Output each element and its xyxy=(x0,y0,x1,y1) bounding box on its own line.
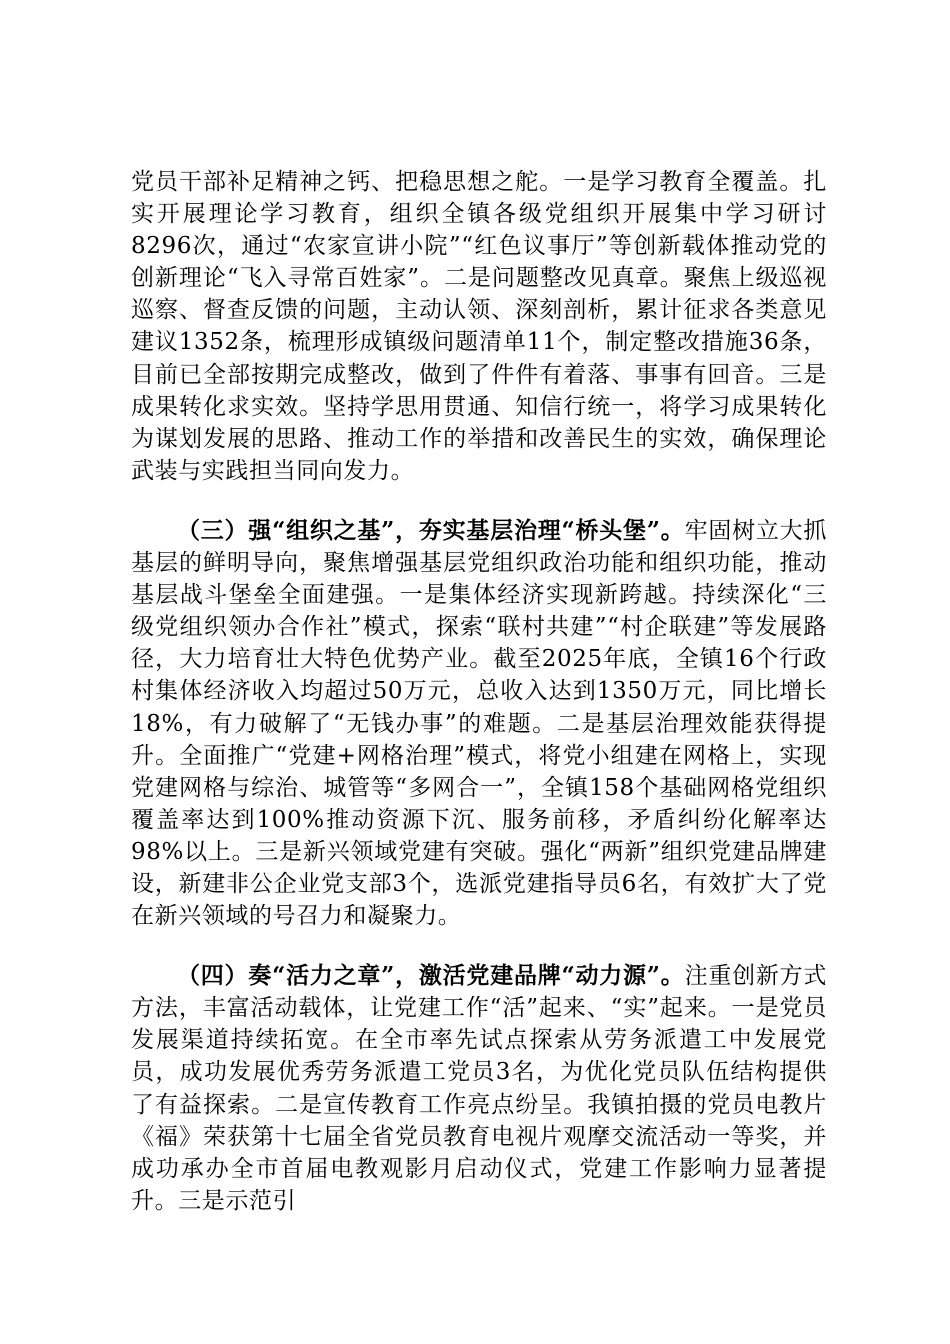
document-body xyxy=(131,166,827,1217)
paragraph-spacer xyxy=(131,932,827,960)
section-4-body: 注重创新方式方法，丰富活动载体，让党建工作“活”起来、“实”起来。一是党员发展渠道持续拓宽。在全市率先试点探索从劳务派遣工中发展党员，成功发展优秀劳务派遣工党员3名，为优化党员队伍结构提供了有益探索。二是宣传教育工作亮点纷呈。我镇拍摄的党员电教片《福》荣获第十七届全省党员教育电视片观摩交流活动一等奖，并成功承办全市首届电教观影月启动仪式，党建工作影响力显著提升。三是示范引 xyxy=(131,963,827,1214)
section-4-paragraph xyxy=(131,960,827,1217)
section-3-body: 牢固树立大抓基层的鲜明导向，聚焦增强基层党组织政治功能和组织功能，推动基层战斗堡垒全面建强。一是集体经济实现新跨越。持续深化“三级党组织领办合作社”模式，探索“联村共建”“村企联建”等发展路径，大力培育壮大特色优势产业。截至2025年底，全镇16个行政村集体经济收入均超过50万元，总收入达到1350万元，同比增长18%，有力破解了“无钱办事”的难题。二是基层治理效能获得提升。全面推广“党建+网格治理”模式，将党小组建在网格上，实现党建网格与综治、城管等“多网合一”，全镇158个基础网格党组织覆盖率达到100%推动资源下沉、服务前移，矛盾纠纷化解率达98%以上。三是新兴领域党建有突破。强化“两新”组织党建品牌建设，新建非公企业党支部3个，选派党建指导员6名，有效扩大了党在新兴领域的号召力和凝聚力。 xyxy=(131,517,827,930)
section-3-heading: （三）强“组织之基”，夯实基层治理“桥头堡”。 xyxy=(177,516,685,544)
paragraph-spacer xyxy=(131,487,827,515)
section-4-heading: （四）奏“活力之章”，激活党建品牌“动力源”。 xyxy=(177,962,685,990)
paragraph-text: 党员干部补足精神之钙、把稳思想之舵。一是学习教育全覆盖。扎实开展理论学习教育，组织全镇各级党组织开展集中学习研讨8296次，通过“农家宣讲小院”“红色议事厅”等创新载体推动党的创新理论“飞入寻常百姓家”。二是问题整改见真章。聚焦上级巡视巡察、督查反馈的问题，主动认领、深刻剖析，累计征求各类意见建议1352条，梳理形成镇级问题清单11个，制定整改措施36条，目前已全部按期完成整改，做到了件件有着落、事事有回音。三是成果转化求实效。坚持学思用贯通、知信行统一，将学习成果转化为谋划发展的思路、推动工作的举措和改善民生的实效，确保理论武装与实践担当同向发力。 xyxy=(131,169,827,484)
section-3-paragraph xyxy=(131,515,827,932)
paragraph-continued xyxy=(131,166,827,487)
